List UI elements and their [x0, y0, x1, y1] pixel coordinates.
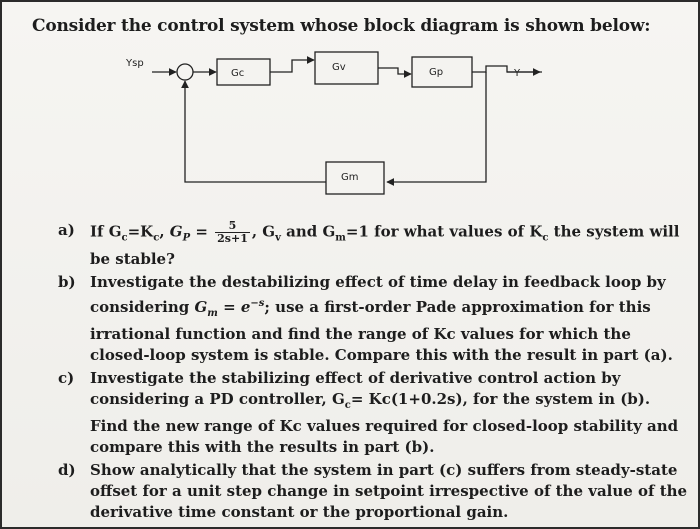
question-a-gp-sub: P: [182, 232, 191, 244]
question-a-sub-6: c: [542, 232, 549, 244]
question-a-text-4: , G: [251, 222, 276, 241]
question-c: [58, 368, 688, 458]
question-a: [2, 220, 688, 270]
question-a-sub-4: v: [275, 232, 281, 244]
question-a-text-2: =K: [127, 222, 154, 241]
question-a-label: a): [58, 221, 75, 239]
question-b-text-1: Investigate the destabilizing effect of time delay in feedback loop by considering: [90, 272, 666, 316]
input-label: Ysp: [126, 58, 144, 69]
question-a-sub-2: c: [153, 232, 160, 244]
fraction-denominator: 2s+1: [217, 232, 248, 245]
feedback-return-line: [185, 81, 326, 182]
gv-label: Gv: [332, 62, 346, 73]
question-d-text: Show analytically that the system in part (c) suffers from steady-state offset for a unit step change in setpoint irrespective of the value of the derivative time constant or the proportional gain.: [90, 460, 688, 521]
gc-to-gv-line: [270, 60, 314, 72]
question-c-text-1: Investigate the stabilizing effect of derivative control action by considering a PD controller, G: [90, 368, 621, 408]
fraction-numerator: 5: [215, 220, 250, 233]
question-b-gm: G: [194, 297, 208, 316]
gp-output-line: [472, 66, 542, 72]
gm-label: Gm: [341, 172, 359, 183]
question-d-label: d): [58, 460, 76, 479]
question-a-text-7: the system will be stable?: [90, 222, 680, 268]
problem-title: Consider the control system whose block diagram is shown below:: [32, 16, 651, 36]
gv-block: [315, 52, 378, 84]
question-a-text-1: If G: [90, 222, 122, 241]
question-c-text-2: = Kc(1+0.2s), for the system in (b). Find the new range of Kc values required for closed-loop stability and compare this with the results in part (b).: [90, 389, 679, 456]
question-b-text-2: ; use a first-order Pade approximation for this irrational function and find the range of Kc values for which the closed-loop system is stable. Compare this with the result in part (a).: [90, 297, 673, 364]
question-a-text-6: =1 for what values of K: [345, 222, 543, 241]
question-a-text-5: and G: [280, 222, 336, 241]
question-b-label: b): [58, 272, 76, 291]
question-a-sub-1: c: [121, 232, 128, 244]
question-d: [58, 460, 688, 523]
transfer-function-fraction: [215, 220, 250, 245]
question-a-eq: =: [190, 222, 214, 241]
gp-label: Gp: [429, 67, 444, 78]
question-b-eq: = e: [217, 297, 251, 316]
summing-junction: [177, 64, 193, 80]
question-a-text-3: ,: [159, 222, 170, 241]
question-b-gm-sub: m: [207, 307, 218, 319]
block-diagram: [2, 2, 700, 212]
feedback-down-line: [387, 72, 486, 182]
gv-to-gp-line: [378, 68, 411, 74]
question-a-gp: G: [169, 222, 183, 241]
question-c-sub-1: c: [344, 399, 351, 411]
question-b: [58, 272, 688, 366]
question-a-sub-5: m: [335, 232, 346, 244]
gc-label: Gc: [231, 68, 245, 79]
output-label: Y: [514, 68, 521, 79]
question-c-label: c): [58, 368, 75, 387]
question-list: [58, 220, 688, 523]
question-b-exponent: −s: [250, 297, 265, 309]
